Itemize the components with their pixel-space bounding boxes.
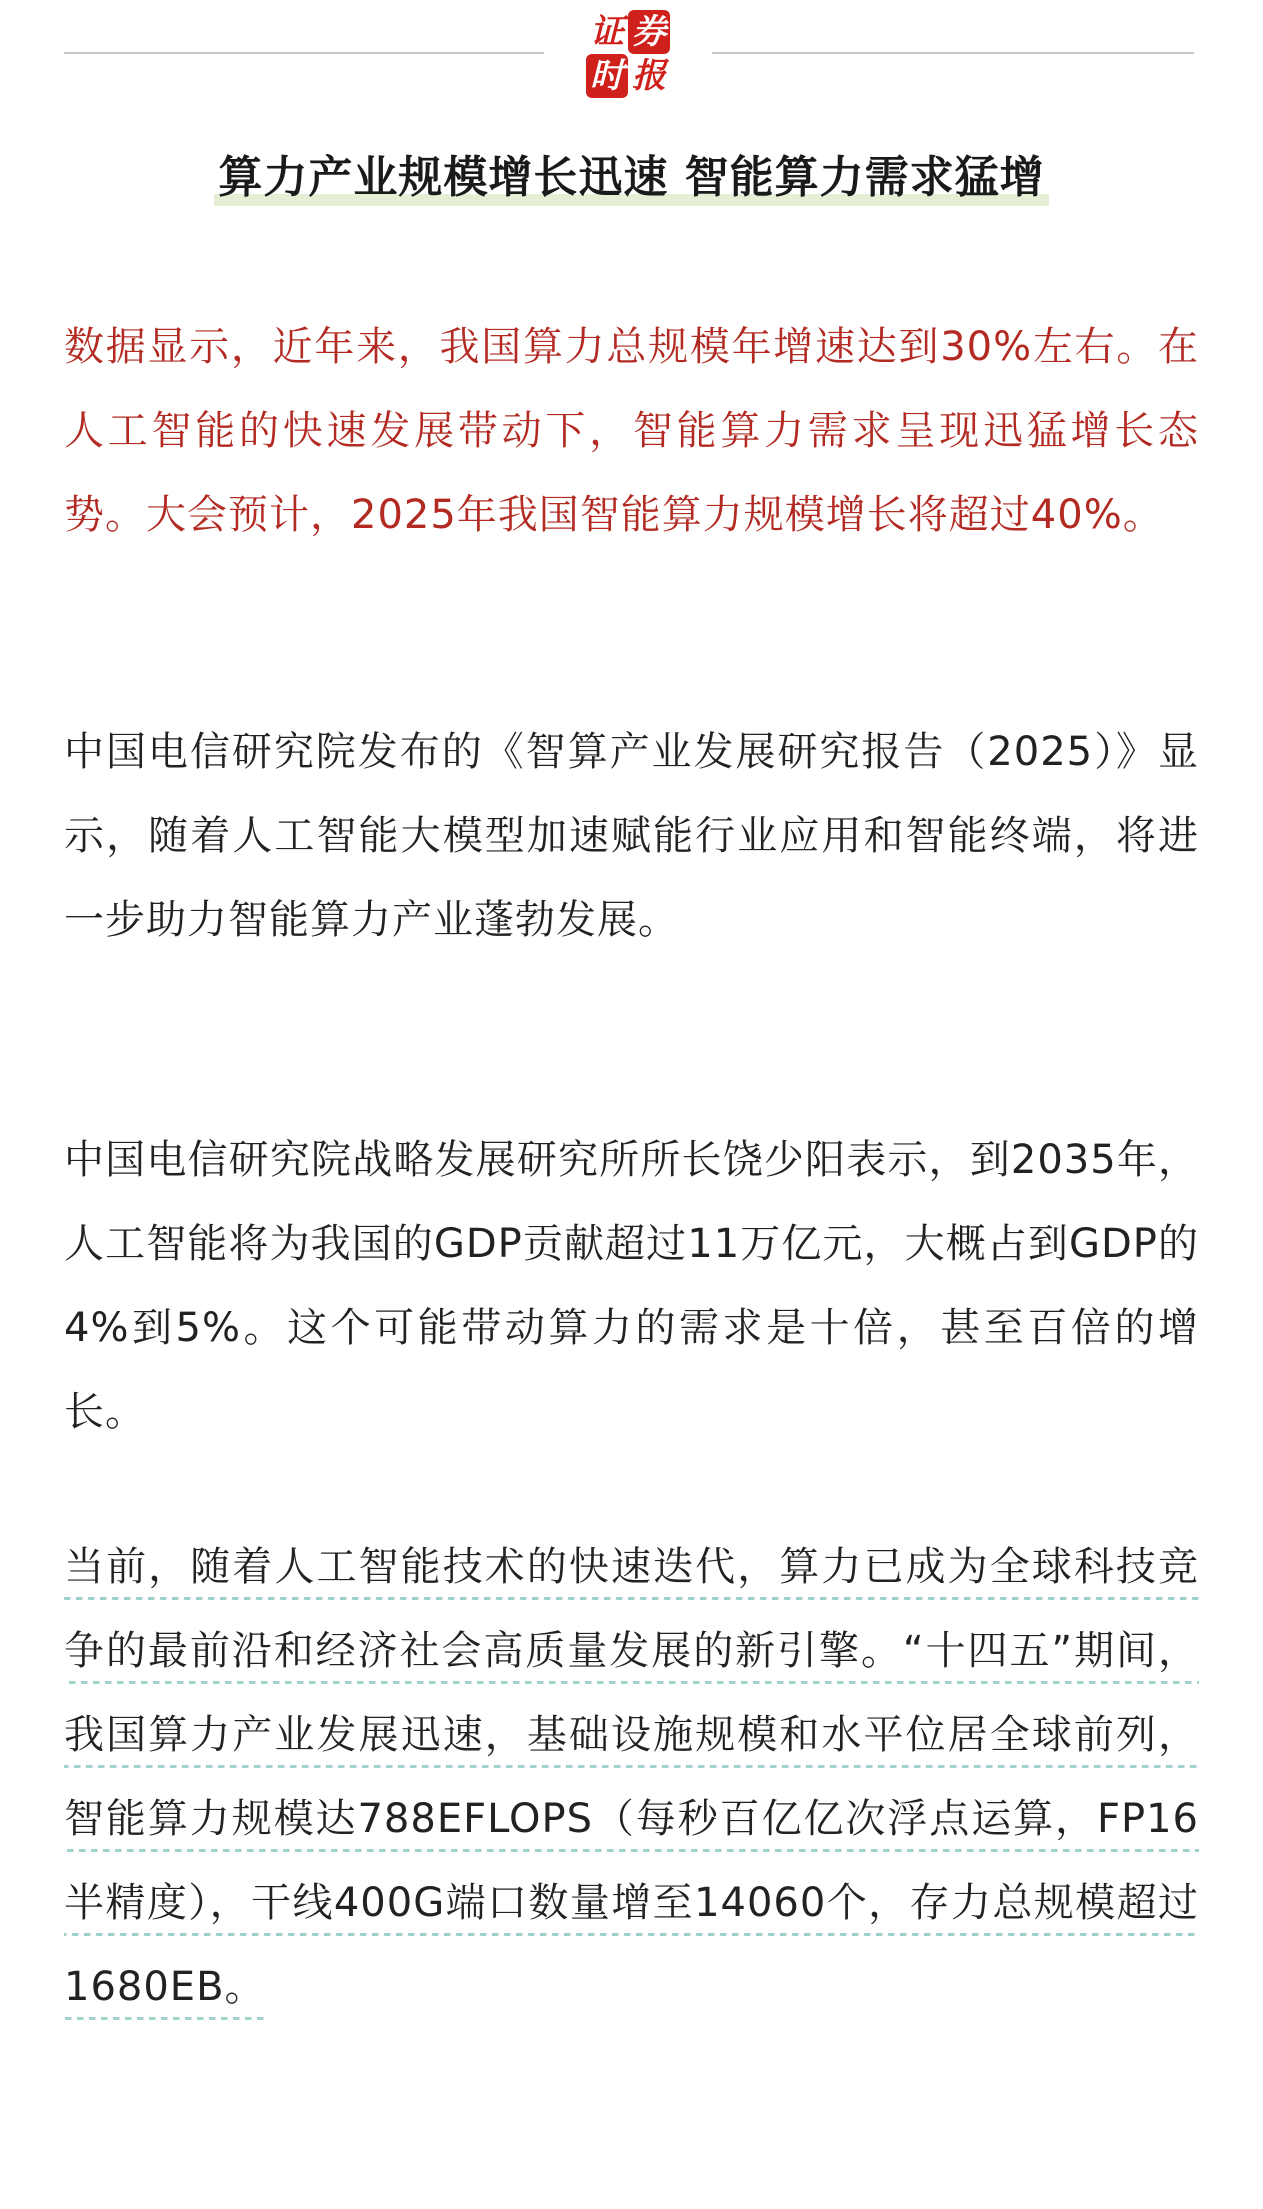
article-title: 算力产业规模增长迅速 智能算力需求猛增 xyxy=(214,150,1048,206)
article-header xyxy=(0,0,1263,110)
logo-char: 时 xyxy=(586,54,628,98)
body-paragraph: 中国电信研究院发布的《智算产业发展研究报告（2025）》显示，随着人工智能大模型加速赋能行业应用和智能终端，将进一步助力智能算力产业蓬勃发展。 xyxy=(64,729,1199,943)
highlighted-paragraph xyxy=(64,1525,1199,2029)
logo-char: 报 xyxy=(628,54,670,98)
header-divider-left xyxy=(64,52,544,54)
lead-paragraph: 数据显示，近年来，我国算力总规模年增速达到30%左右。在人工智能的快速发展带动下，智能算力需求呈现迅猛增长态势。大会预计，2025年我国智能算力规模增长将超过40%。 xyxy=(64,324,1199,538)
title-container xyxy=(0,150,1263,206)
highlighted-paragraph-text: 当前，随着人工智能技术的快速迭代，算力已成为全球科技竞争的最前沿和经济社会高质量发展的新引擎。“十四五”期间，我国算力产业发展迅速，基础设施规模和水平位居全球前列，智能算力规模达788EFLOPS（每秒百亿亿次浮点运算，FP16半精度），干线400G端口数量增至14060个，存力总规模超过1680EB。 xyxy=(64,1544,1199,2020)
header-divider-right xyxy=(712,52,1194,54)
logo-char: 证 xyxy=(586,10,628,54)
body-paragraph: 中国电信研究院战略发展研究所所长饶少阳表示，到2035年，人工智能将为我国的GDP贡献超过11万亿元，大概占到GDP的4%到5%。这个可能带动算力的需求是十倍，甚至百倍的增长。 xyxy=(64,1137,1199,1435)
publication-logo xyxy=(586,10,670,98)
logo-char: 券 xyxy=(628,10,670,54)
